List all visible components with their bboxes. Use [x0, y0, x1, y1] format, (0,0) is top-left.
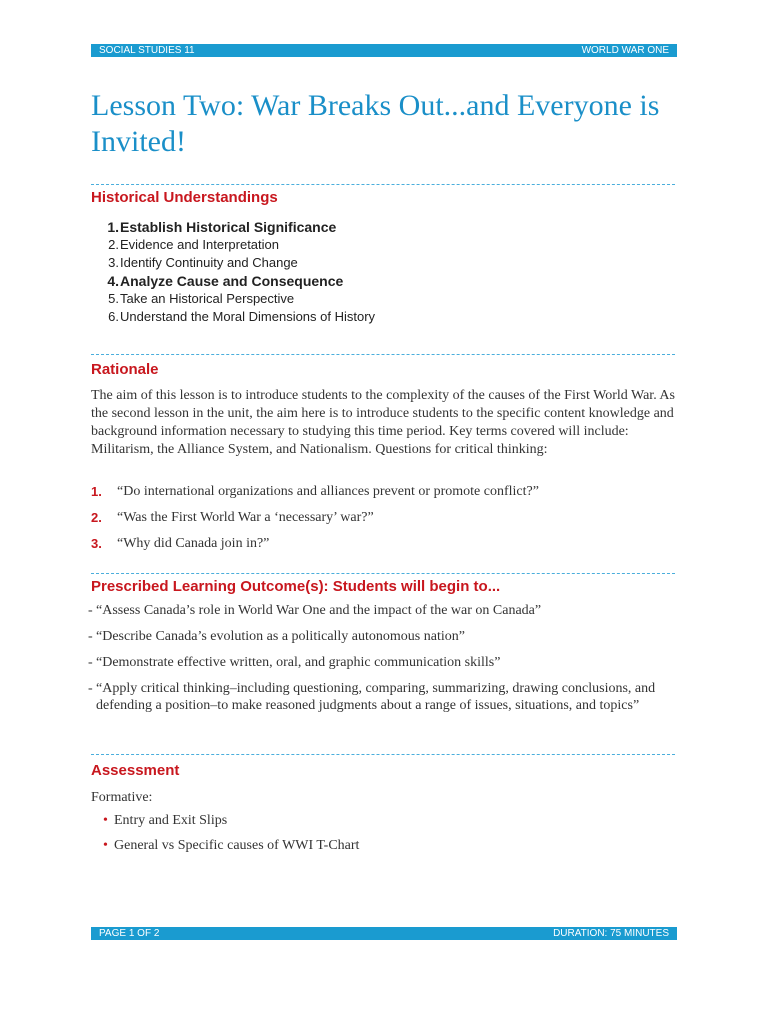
understanding-item [91, 236, 375, 254]
page-number: PAGE 1 OF 2 [99, 928, 160, 939]
bullet-icon: • [103, 813, 108, 828]
outcome-text: “Assess Canada’s role in World War One and the impact of the war on Canada” [96, 603, 542, 618]
assessment-item [103, 835, 359, 860]
dash-marker: - [88, 655, 93, 670]
understanding-item [91, 290, 375, 308]
learning-outcome [88, 680, 682, 714]
outcome-text: “Apply critical thinking–including questioning, comparing, summarizing, drawing conclusions, and defending a position–to make reasoned judgments about a range of issues, situations, and topics” [96, 681, 656, 713]
course-label: SOCIAL STUDIES 11 [99, 45, 195, 56]
question-text: “Why did Canada join in?” [117, 536, 270, 551]
understanding-item [91, 218, 375, 236]
outcome-text: “Describe Canada’s evolution as a politically autonomous nation” [96, 629, 465, 644]
duration-label: DURATION: 75 MINUTES [553, 928, 669, 939]
understanding-item [91, 308, 375, 326]
item-text: Understand the Moral Dimensions of History [120, 309, 376, 324]
rationale-heading: Rationale [91, 361, 159, 378]
item-text: Establish Historical Significance [120, 219, 337, 235]
assessment-text: General vs Specific causes of WWI T-Chart [114, 838, 360, 853]
learning-outcome [88, 602, 682, 619]
formative-label: Formative: [91, 790, 153, 805]
dash-marker: - [88, 629, 93, 644]
historical-understandings-heading: Historical Understandings [91, 189, 278, 206]
assessment-text: Entry and Exit Slips [114, 813, 228, 828]
section-divider [91, 354, 675, 355]
item-text: Evidence and Interpretation [120, 237, 279, 252]
item-number: 6. [108, 309, 119, 324]
critical-question [91, 482, 539, 508]
question-text: “Do international organizations and alliances prevent or promote conflict?” [117, 484, 539, 499]
item-number: 5. [108, 291, 119, 306]
footer-bar [91, 927, 677, 940]
understanding-item [91, 272, 375, 290]
understanding-item [91, 254, 375, 272]
question-number: 2. [91, 510, 102, 525]
rationale-paragraph: The aim of this lesson is to introduce students to the complexity of the causes of the First World War. As the second lesson in the unit, the aim here is to introduce students to the specific content knowledge and background information necessary to studying this time period. Key terms covered will include: Militarism, the Alliance System, and Nationalism. Questions for critical thinking: [91, 388, 675, 457]
critical-questions-list [91, 482, 539, 560]
section-divider [91, 184, 675, 185]
plo-list [88, 602, 682, 723]
header-bar [91, 44, 677, 57]
section-divider [91, 573, 675, 574]
item-text: Analyze Cause and Consequence [120, 273, 344, 289]
item-number: 2. [108, 237, 119, 252]
item-number: 4. [107, 273, 119, 289]
assessment-item [103, 810, 359, 835]
critical-question [91, 534, 539, 560]
bullet-icon: • [103, 838, 108, 853]
learning-outcome [88, 628, 682, 645]
critical-question [91, 508, 539, 534]
question-text: “Was the First World War a ‘necessary’ war?” [117, 510, 374, 525]
question-number: 3. [91, 536, 102, 551]
dash-marker: - [88, 681, 93, 696]
item-text: Identify Continuity and Change [120, 255, 298, 270]
question-number: 1. [91, 484, 102, 499]
section-divider [91, 754, 675, 755]
lesson-title: Lesson Two: War Breaks Out...and Everyone is Invited! [91, 89, 660, 158]
dash-marker: - [88, 603, 93, 618]
learning-outcome [88, 654, 682, 671]
item-text: Take an Historical Perspective [120, 291, 295, 306]
unit-label: WORLD WAR ONE [581, 45, 669, 56]
item-number: 3. [108, 255, 119, 270]
item-number: 1. [107, 219, 119, 235]
assessment-heading: Assessment [91, 762, 180, 779]
assessment-list [103, 810, 359, 860]
plo-heading: Prescribed Learning Outcome(s): Students will begin to... [91, 578, 501, 595]
historical-understandings-list [91, 218, 375, 326]
outcome-text: “Demonstrate effective written, oral, and graphic communication skills” [96, 655, 501, 670]
